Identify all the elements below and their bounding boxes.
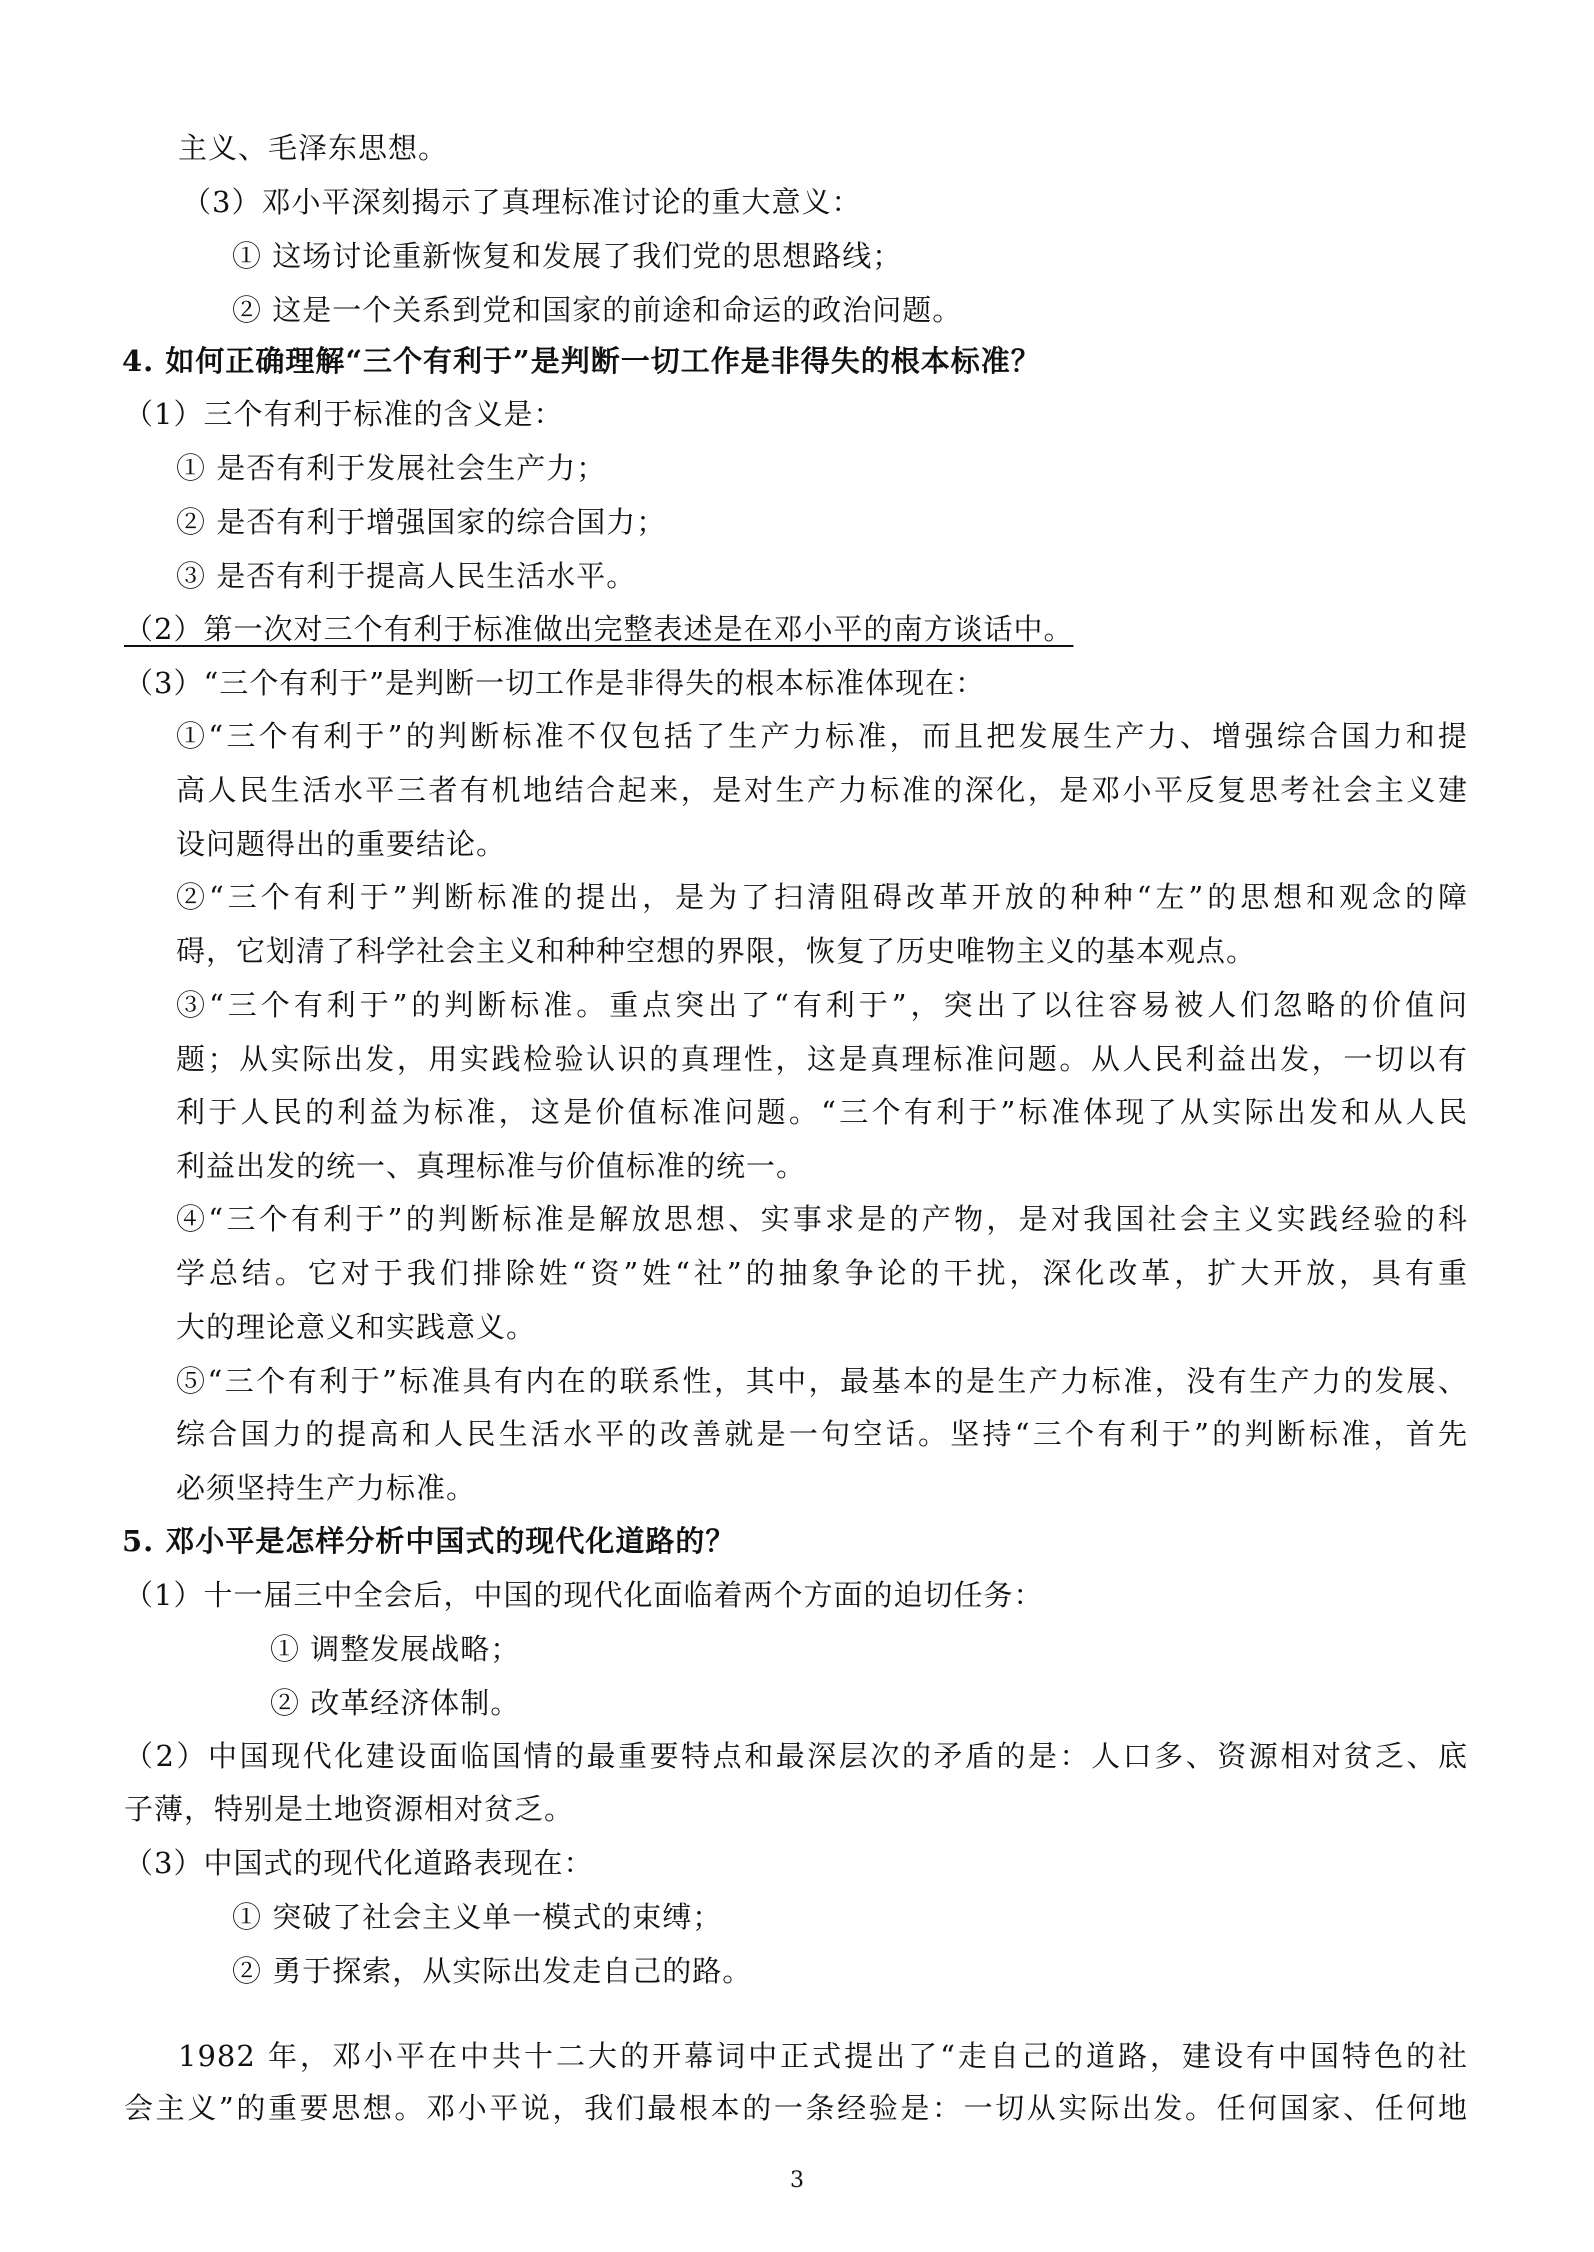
paragraph-line: 题；从实际出发，用实践检验认识的真理性，这是真理标准问题。从人民利益出发，一切以有 (176, 1041, 1468, 1076)
paragraph-line: （2）中国现代化建设面临国情的最重要特点和最深层次的矛盾的是：人口多、资源相对贫乏、底 (124, 1738, 1468, 1773)
paragraph-line: 子薄，特别是土地资源相对贫乏。 (124, 1792, 575, 1827)
text-line: （3）邓小平深刻揭示了真理标准讨论的重大意义： (182, 184, 862, 219)
paragraph-line: 设问题得出的重要结论。 (176, 827, 507, 862)
list-item: ① 突破了社会主义单一模式的束缚； (232, 1900, 723, 1935)
list-item: ① 调整发展战略； (270, 1631, 521, 1666)
paragraph-line: 1982 年，邓小平在中共十二大的开幕词中正式提出了“走自己的道路，建设有中国特色的社 (178, 2039, 1468, 2073)
paragraph-line: ⑤“三个有利于”标准具有内在的联系性，其中，最基本的是生产力标准，没有生产力的发展、 (176, 1363, 1468, 1398)
paragraph-line: 碍，它划清了科学社会主义和种种空想的界限，恢复了历史唯物主义的基本观点。 (176, 933, 1257, 968)
paragraph-line: ④“三个有利于”的判断标准是解放思想、实事求是的产物，是对我国社会主义实践经验的科 (176, 1202, 1468, 1237)
paragraph-line: 利于人民的利益为标准，这是价值标准问题。“三个有利于”标准体现了从实际出发和从人民 (176, 1095, 1468, 1130)
paragraph-line: 大的理论意义和实践意义。 (176, 1309, 537, 1344)
paragraph-line: ②“三个有利于”判断标准的提出，是为了扫清阻碍改革开放的种种“左”的思想和观念的障 (176, 880, 1468, 914)
text-line: （3）“三个有利于”是判断一切工作是非得失的根本标准体现在： (124, 665, 986, 700)
text-line: （1）三个有利于标准的含义是： (124, 397, 564, 432)
paragraph-line: ③“三个有利于”的判断标准。重点突出了“有利于”，突出了以往容易被人们忽略的价值问 (176, 987, 1468, 1022)
list-item: ② 改革经济体制。 (270, 1685, 521, 1720)
paragraph-line: ①“三个有利于”的判断标准不仅包括了生产力标准，而且把发展生产力、增强综合国力和提 (176, 719, 1468, 754)
text-line: （3）中国式的现代化道路表现在： (124, 1846, 594, 1881)
list-item: ② 这是一个关系到党和国家的前途和命运的政治问题。 (232, 292, 963, 327)
list-item: ① 这场讨论重新恢复和发展了我们党的思想路线； (232, 238, 903, 273)
text-line: 主义、毛泽东思想。 (178, 131, 449, 165)
list-item: ② 是否有利于增强国家的综合国力； (176, 505, 667, 540)
section-heading: 4. 如何正确理解“三个有利于”是判断一切工作是非得失的根本标准？ (122, 344, 1041, 379)
underlined-line: （2）第一次对三个有利于标准做出完整表述是在邓小平的南方谈话中。 (124, 611, 1074, 646)
list-item: ① 是否有利于发展社会生产力； (176, 451, 607, 486)
paragraph-line: 综合国力的提高和人民生活水平的改善就是一句空话。坚持“三个有利于”的判断标准，首先 (176, 1417, 1468, 1452)
section-heading: 5. 邓小平是怎样分析中国式的现代化道路的？ (122, 1524, 736, 1559)
paragraph-line: 会主义”的重要思想。邓小平说，我们最根本的一条经验是：一切从实际出发。任何国家、任何地 (124, 2091, 1468, 2125)
paragraph-line: 学总结。它对于我们排除姓“资”姓“社”的抽象争论的干扰，深化改革，扩大开放，具有重 (176, 1255, 1468, 1290)
paragraph-line: 必须坚持生产力标准。 (176, 1471, 477, 1506)
list-item: ② 勇于探索，从实际出发走自己的路。 (232, 1954, 753, 1988)
text-line: （1）十一届三中全会后，中国的现代化面临着两个方面的迫切任务： (124, 1578, 1044, 1613)
page-number: 3 (790, 2168, 804, 2193)
list-item: ③ 是否有利于提高人民生活水平。 (176, 558, 637, 593)
paragraph-line: 利益出发的统一、真理标准与价值标准的统一。 (176, 1149, 807, 1184)
paragraph-line: 高人民生活水平三者有机地结合起来，是对生产力标准的深化，是邓小平反复思考社会主义建 (176, 773, 1468, 808)
